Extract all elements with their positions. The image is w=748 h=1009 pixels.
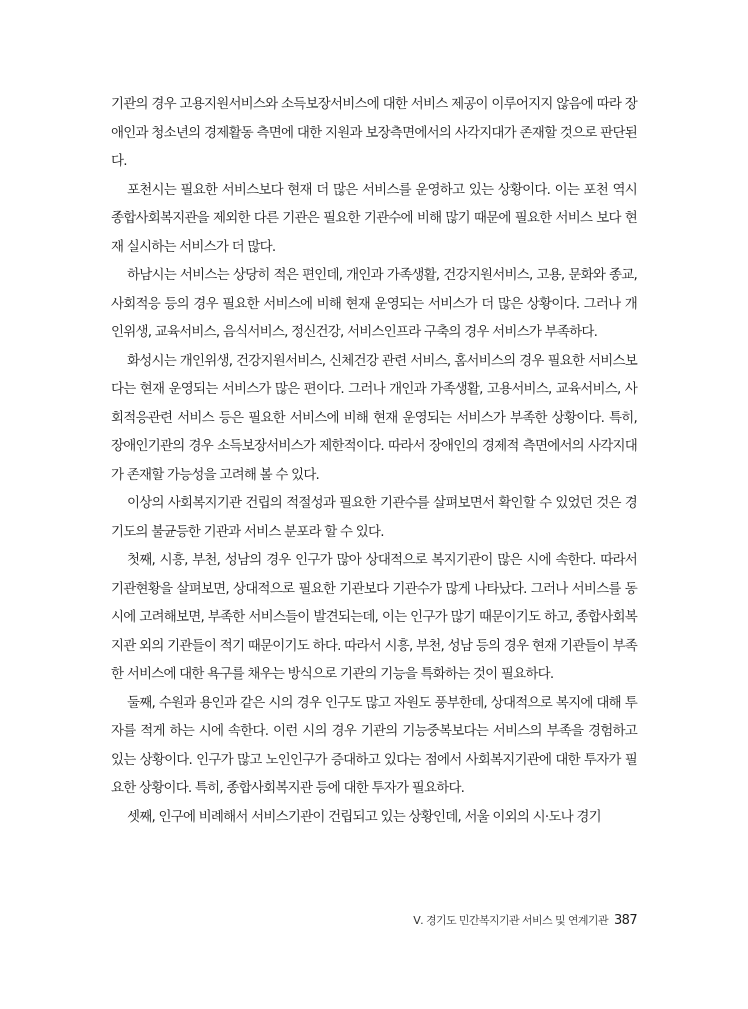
paragraph-continuation: 기관의 경우 고용지원서비스와 소득보장서비스에 대한 서비스 제공이 이루어지지 않음에 따라 장애인과 청소년의 경제활동 측면에 대한 지원과 보장측면에서의 사각지대가 존재할 것으로 판단된다. <box>111 96 637 169</box>
paragraph-first: 첫째, 시흥, 부천, 성남의 경우 인구가 많아 상대적으로 복지기관이 많은 시에 속한다. 따라서 기관현황을 살펴보면, 상대적으로 필요한 기관보다 기관수가 많게 나타났다. 그러나 서비스를 동시에 고려해보면, 부족한 서비스들이 발견되는데, 이는 인구가 많기 때문이기도 하고, 종합사회복지관 외의 기관들이 적기 때문이기도 하다. 따라서 시흥, 부천, 성남 등의 경우 현재 기관들이 부족한 서비스에 대한 욕구를 채우는 방식으로 기관의 기능을 특화하는 것이 필요하다. <box>111 552 637 682</box>
paragraph-summary: 이상의 사회복지기관 건립의 적절성과 필요한 기관수를 살펴보면서 확인할 수 있었던 것은 경기도의 불균등한 기관과 서비스 분포라 할 수 있다. <box>111 495 637 540</box>
page-number: 387 <box>613 913 637 928</box>
paragraph-hanam: 하남시는 서비스는 상당히 적은 편인데, 개인과 가족생활, 건강지원서비스, 고용, 문화와 종교, 사회적응 등의 경우 필요한 서비스에 비해 현재 운영되는 서비스가 더 많은 상황이다. 그러나 개인위생, 교육서비스, 음식서비스, 정신건강, 서비스인프라 구축의 경우 서비스가 부족하다. <box>111 267 637 340</box>
paragraph-third: 셋째, 인구에 비례해서 서비스기관이 건립되고 있는 상황인데, 서울 이외의 시·도나 경기 <box>127 808 601 825</box>
footer-chapter-title: Ⅴ. 경기도 민간복지기관 서비스 및 연계기관 <box>413 914 608 927</box>
paragraph-pocheon: 포천시는 필요한 서비스보다 현재 더 많은 서비스를 운영하고 있는 상황이다. 이는 포천 역시 종합사회복지관을 제외한 다른 기관은 필요한 기관수에 비해 많기 때문에 필요한 서비스 보다 현재 실시하는 서비스가 더 많다. <box>111 181 637 255</box>
page-footer <box>360 912 637 928</box>
paragraph-hwaseong: 화성시는 개인위생, 건강지원서비스, 신체건강 관련 서비스, 홈서비스의 경우 필요한 서비스보다는 현재 운영되는 서비스가 많은 편이다. 그러나 개인과 가족생활, 고용서비스, 교육서비스, 사회적응관련 서비스 등은 필요한 서비스에 비해 현재 운영되는 서비스가 부족한 상황이다. 특히, 장애인기관의 경우 소득보장서비스가 제한적이다. 따라서 장애인의 경제적 측면에서의 사각지대가 존재할 가능성을 고려해 볼 수 있다. <box>111 352 637 483</box>
paragraph-second: 둘째, 수원과 용인과 같은 시의 경우 인구도 많고 자원도 풍부한데, 상대적으로 복지에 대해 투자를 적게 하는 시에 속한다. 이런 시의 경우 기관의 기능중복보다는 서비스의 부족을 경험하고 있는 상황이다. 인구가 많고 노인인구가 증대하고 있다는 점에서 사회복지기관에 대한 투자가 필요한 상황이다. 특히, 종합사회복지관 등에 대한 투자가 필요하다. <box>111 694 637 796</box>
body-text <box>111 90 637 831</box>
